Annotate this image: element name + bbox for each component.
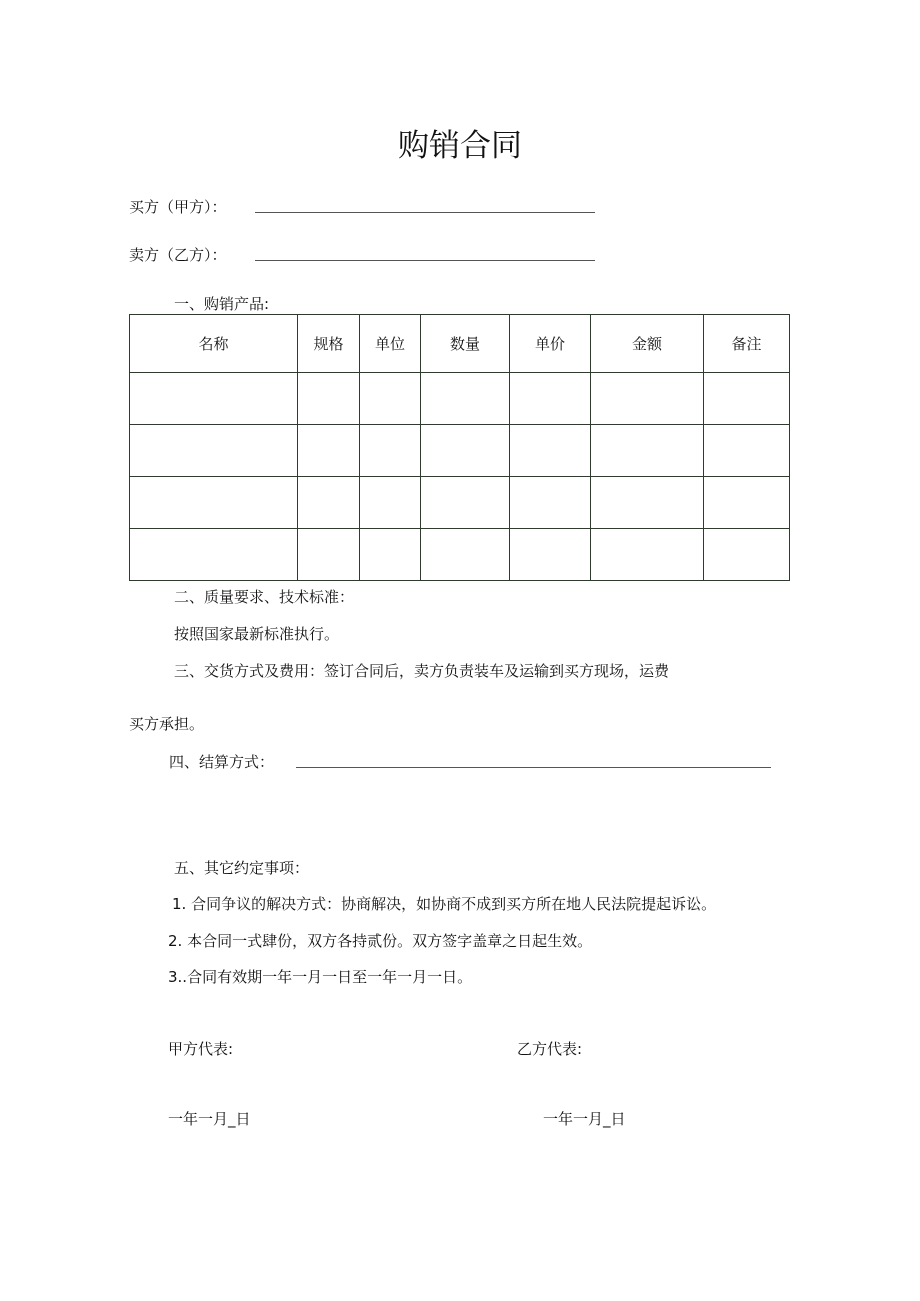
table-cell[interactable] bbox=[510, 425, 591, 477]
party-a-rep-label: 甲方代表: bbox=[168, 1040, 234, 1058]
table-cell[interactable] bbox=[591, 529, 704, 581]
section-delivery: 三、交货方式及费用：签订合同后，卖方负责装车及运输到买方现场，运费 bbox=[174, 662, 670, 680]
delivery-text-cont: 买方承担。 bbox=[129, 715, 205, 733]
table-row bbox=[130, 529, 790, 581]
table-cell[interactable] bbox=[591, 425, 704, 477]
table-cell[interactable] bbox=[704, 529, 790, 581]
table-cell[interactable] bbox=[360, 373, 421, 425]
header-cell: 规格 bbox=[298, 315, 360, 373]
table-row bbox=[130, 425, 790, 477]
seller-label: 卖方（乙方）： bbox=[129, 246, 227, 264]
seller-blank[interactable] bbox=[255, 260, 595, 261]
buyer-label: 买方（甲方）： bbox=[129, 198, 227, 216]
table-cell[interactable] bbox=[591, 373, 704, 425]
header-cell: 名称 bbox=[130, 315, 298, 373]
section-products: 一、购销产品: bbox=[174, 295, 270, 313]
header-cell: 单位 bbox=[360, 315, 421, 373]
table-cell[interactable] bbox=[130, 425, 298, 477]
table-cell[interactable] bbox=[510, 529, 591, 581]
quality-text: 按照国家最新标准执行。 bbox=[174, 625, 340, 643]
table-cell[interactable] bbox=[591, 477, 704, 529]
buyer-blank[interactable] bbox=[255, 212, 595, 213]
products-table bbox=[129, 314, 790, 581]
table-cell[interactable] bbox=[421, 425, 510, 477]
term-item: 2. 本合同一式肆份，双方各持贰份。双方签字盖章之日起生效。 bbox=[168, 932, 593, 950]
table-cell[interactable] bbox=[704, 477, 790, 529]
page-title: 购销合同 bbox=[398, 128, 522, 164]
section-quality: 二、质量要求、技术标准： bbox=[174, 588, 355, 606]
table-cell[interactable] bbox=[298, 425, 360, 477]
table-cell[interactable] bbox=[421, 477, 510, 529]
table-cell[interactable] bbox=[298, 373, 360, 425]
table-cell[interactable] bbox=[360, 425, 421, 477]
table-header-row bbox=[130, 315, 790, 373]
party-b-date: 一年一月_日 bbox=[543, 1110, 626, 1128]
table-cell[interactable] bbox=[704, 373, 790, 425]
table-cell[interactable] bbox=[360, 529, 421, 581]
header-cell: 数量 bbox=[421, 315, 510, 373]
table-cell[interactable] bbox=[421, 529, 510, 581]
section-settlement: 四、结算方式： bbox=[169, 753, 275, 771]
party-b-rep-label: 乙方代表: bbox=[517, 1040, 583, 1058]
header-cell: 金额 bbox=[591, 315, 704, 373]
term-item: 1. 合同争议的解决方式：协商解决，如协商不成到买方所在地人民法院提起诉讼。 bbox=[172, 895, 717, 913]
table-cell[interactable] bbox=[130, 373, 298, 425]
table-cell[interactable] bbox=[130, 477, 298, 529]
table-cell[interactable] bbox=[510, 373, 591, 425]
table-row bbox=[130, 373, 790, 425]
table-row bbox=[130, 477, 790, 529]
header-cell: 备注 bbox=[704, 315, 790, 373]
table-cell[interactable] bbox=[298, 529, 360, 581]
header-cell: 单价 bbox=[510, 315, 591, 373]
party-a-date: 一年一月_日 bbox=[168, 1110, 251, 1128]
settlement-blank[interactable] bbox=[296, 767, 771, 768]
table-cell[interactable] bbox=[510, 477, 591, 529]
term-item: 3..合同有效期一年一月一日至一年一月一日。 bbox=[168, 968, 473, 986]
table-cell[interactable] bbox=[130, 529, 298, 581]
table-cell[interactable] bbox=[298, 477, 360, 529]
table-cell[interactable] bbox=[704, 425, 790, 477]
section-other: 五、其它约定事项： bbox=[174, 859, 310, 877]
table-cell[interactable] bbox=[421, 373, 510, 425]
table-cell[interactable] bbox=[360, 477, 421, 529]
